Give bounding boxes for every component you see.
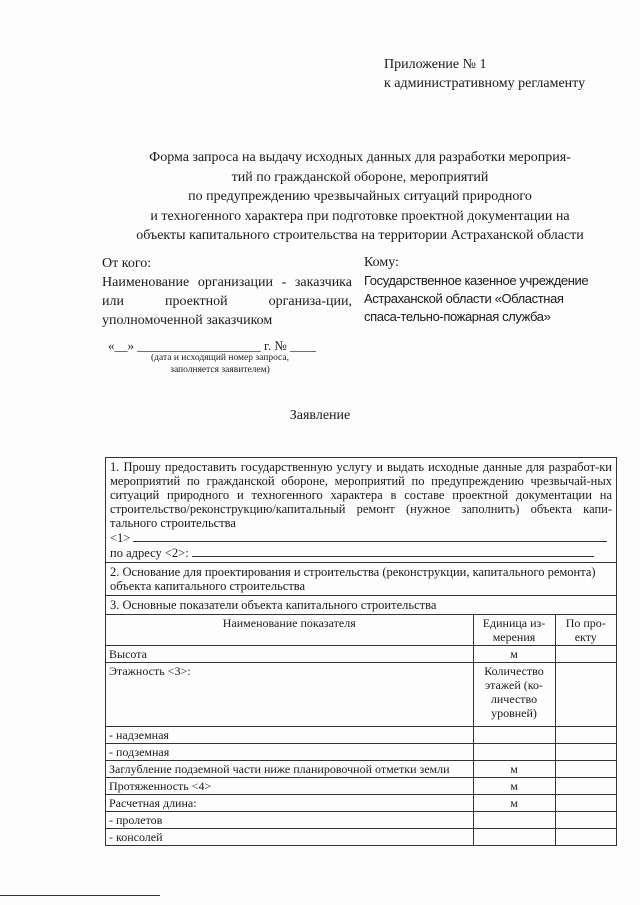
table-row (106, 761, 616, 778)
table-row (106, 646, 616, 663)
indicator-name: - консолей (106, 829, 473, 846)
table-header-row (106, 615, 616, 646)
title-line: объекты капитального строительства на территории Астраханской области (136, 228, 584, 243)
title-line: по предупреждению чрезвычайных ситуаций природного (188, 189, 532, 204)
address-line (110, 545, 612, 560)
statement-heading: Заявление (289, 408, 351, 423)
indicator-unit (473, 727, 555, 744)
indicator-name: - подземная (106, 744, 473, 761)
indicator-unit (473, 744, 555, 761)
sender-label: От кого: (102, 256, 152, 271)
indicator-unit: м (473, 795, 555, 812)
indicator-value-cell[interactable] (555, 829, 616, 846)
table-row (106, 795, 616, 812)
recipient-block (364, 254, 599, 326)
indicator-name: Расчетная длина: (106, 795, 473, 812)
recipient-name: Государственное казенное учреждение Астраханской области «Областная спаса-тельно-пожарная служба» (364, 273, 589, 324)
indicator-unit (473, 829, 555, 846)
indicator-value-cell[interactable] (555, 663, 616, 727)
indicator-name: - надземная (106, 727, 473, 744)
object-name-field[interactable] (133, 530, 607, 542)
date-day-field[interactable]: «__» (108, 338, 134, 353)
section-1-text: 1. Прошу предоставить государственную услугу и выдать исходные данные для разработ-ки мероприятий по гражданской обороне, мероприятий по предупреждению чрезвычай-ных ситуаций природного и техногенного характера в составе проектной документации на строительство/реконструкцию/капитальный ремонт (нужное заполнить) объекта капи-тального строительства (110, 460, 612, 530)
appendix-reference: к административному регламенту (384, 76, 586, 91)
header-project-value: По про-екту (555, 615, 616, 646)
sender-description: Наименование организации - заказчика или проектной организа-ции, уполномоченной заказчиком (102, 275, 352, 328)
indicator-value-cell[interactable] (555, 727, 616, 744)
form-title (100, 148, 620, 246)
application-form-box (105, 457, 617, 846)
object-name-line (110, 530, 612, 545)
indicator-name: Протяженность <4> (106, 778, 473, 795)
indicator-name: Высота (106, 646, 473, 663)
section-2: 2. Основание для проектирования и строительства (реконструкции, капитального ремонта) объекта капитального строительства (106, 563, 616, 596)
number-label: г. № (264, 338, 287, 353)
title-line: тий по гражданской обороне, мероприятий (231, 169, 489, 185)
address-field[interactable] (192, 545, 594, 557)
indicator-value-cell[interactable] (555, 795, 616, 812)
number-field[interactable]: ____ (290, 338, 317, 353)
section-1 (106, 458, 616, 563)
object-name-label: <1> (110, 531, 131, 545)
indicator-value-cell[interactable] (555, 761, 616, 778)
header-indicator-name: Наименование показателя (106, 615, 473, 646)
indicator-value-cell[interactable] (555, 812, 616, 829)
indicator-unit: м (473, 778, 555, 795)
indicator-value-cell[interactable] (555, 744, 616, 761)
title-line: и техногенного характера при подготовке проектной документации на (150, 208, 570, 224)
table-row (106, 812, 616, 829)
indicator-name: Этажность <3>: (106, 663, 473, 727)
indicator-unit: м (473, 646, 555, 663)
appendix-number: Приложение № 1 (384, 57, 487, 72)
title-line: Форма запроса на выдачу исходных данных для разработки мероприя- (149, 150, 571, 165)
sender-block (102, 254, 352, 330)
date-field[interactable]: ___________________ (137, 338, 261, 353)
table-row (106, 744, 616, 761)
indicator-name: - пролетов (106, 812, 473, 829)
table-row (106, 727, 616, 744)
indicator-unit (473, 812, 555, 829)
date-note: (дата и исходящий номер запроса, заполняется заявителем) (151, 353, 289, 375)
header-unit: Единица из-мерения (473, 615, 555, 646)
address-label: по адресу <2>: (110, 546, 189, 560)
section-3: 3. Основные показатели объекта капитального строительства (110, 598, 437, 612)
footnote-separator (0, 895, 160, 896)
appendix-header (384, 55, 585, 93)
indicator-value-cell[interactable] (555, 646, 616, 663)
table-row (106, 663, 616, 727)
table-row (106, 778, 616, 795)
indicators-table (106, 614, 616, 845)
recipient-label: Кому: (364, 255, 399, 270)
table-row (106, 829, 616, 846)
indicator-unit: Количество этажей (ко-личество уровней) (473, 663, 555, 727)
indicator-unit: м (473, 761, 555, 778)
indicator-value-cell[interactable] (555, 778, 616, 795)
indicator-name: Заглубление подземной части ниже планировочной отметки земли (106, 761, 473, 778)
